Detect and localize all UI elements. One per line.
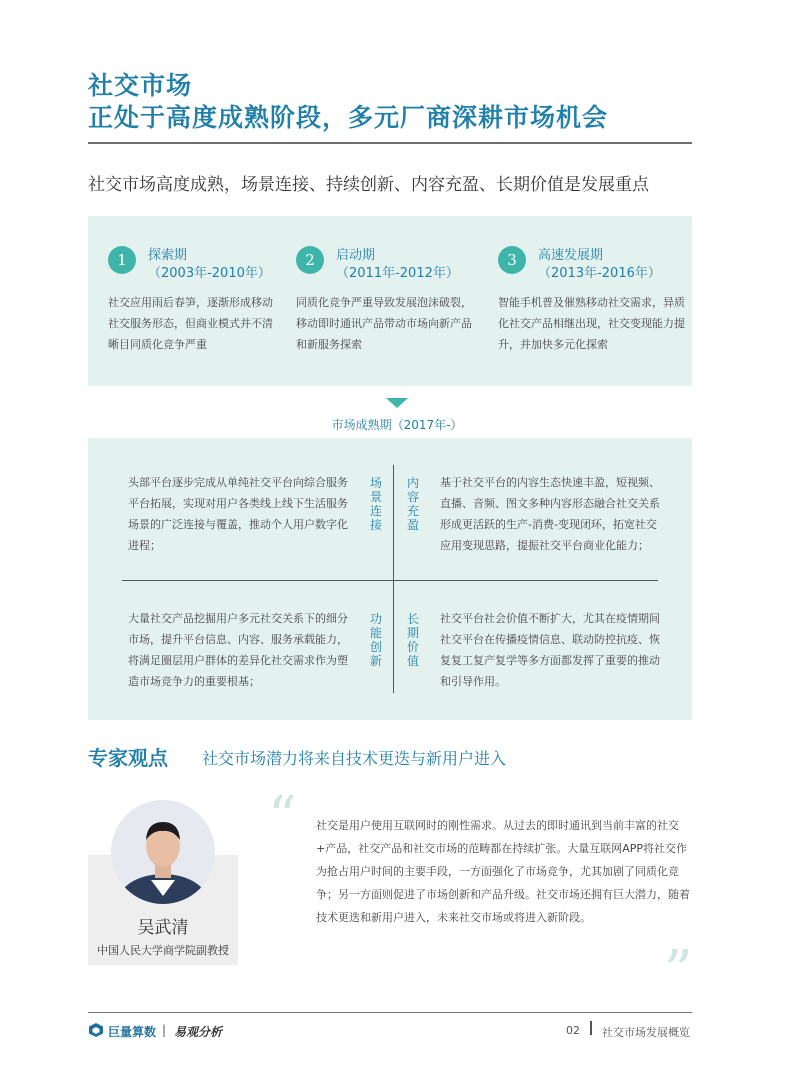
- phase-period: （2013年-2016年）: [538, 266, 661, 281]
- phase-period: （2003年-2010年）: [148, 266, 271, 281]
- title-divider: [88, 142, 692, 144]
- quadrant-vertical-divider: [393, 465, 394, 693]
- phase-panel: [88, 216, 692, 386]
- expert-subheading: 社交市场潜力将来自技术更迭与新用户进入: [202, 749, 507, 768]
- logo-juliang: 巨量算数: [108, 1025, 157, 1039]
- phase-number-badge: 3: [498, 246, 526, 274]
- quadrant-text-scene: 头部平台逐步完成从单纯社交平台向综合服务平台拓展，实现对用户各类线上线下生活服务场景的广泛连接与覆盖，推动个人用户数字化进程；: [128, 476, 348, 552]
- quadrant-label-value: 长期价值: [406, 612, 419, 668]
- quadrant-horizontal-divider: [122, 580, 658, 581]
- phase-name: 高速发展期: [538, 248, 604, 263]
- expert-avatar: [111, 800, 215, 904]
- page-subtitle: 社交市场高度成熟，场景连接、持续创新、内容充盈、长期价值是发展重点: [88, 175, 649, 195]
- phase-name: 启动期: [336, 248, 376, 263]
- phase-description: 社交应用雨后春笋，逐渐形成移动社交服务形态，但商业模式并不清晰目同质化竞争严重: [108, 296, 273, 351]
- quadrant-text-value: 社交平台社会价值不断扩大，尤其在疫情期间社交平台在传播疫情信息、联动防控抗疫、恢复复工复产复学等多方面都发挥了重要的推动和引导作用。: [440, 612, 660, 688]
- page-number: 02: [566, 1024, 580, 1037]
- page-title-line2: 正处于高度成熟阶段，多元厂商深耕市场机会: [88, 103, 609, 132]
- down-arrow-icon: [386, 398, 408, 408]
- phase-description: 同质化竞争严重导致发展泡沫破裂，移动即时通讯产品带动市场向新产品和新服务探索: [296, 296, 472, 351]
- footer-section-label: 社交市场发展概览: [602, 1026, 690, 1039]
- expert-heading: 专家观点: [88, 746, 168, 770]
- phase-description: 智能手机普及催熟移动社交需求，异质化社交产品相继出现，社交变现能力提升，并加快多元化探索: [498, 296, 685, 351]
- phase-number-badge: 2: [296, 246, 324, 274]
- expert-quote: 社交是用户使用互联网时的刚性需求。从过去的即时通讯到当前丰富的社交+产品，社交产品和社交市场的范畴都在持续扩张。大量互联网APP将社交作为抢占用户时间的主要手段，一方面强化了市场竞争，尤其加剧了同质化竞争；另一方面则促进了市场创新和产品升级。社交市场还拥有巨大潜力，随着技术更迭和新用户进入，未来社交市场或将进入新阶段。: [316, 819, 690, 924]
- quadrant-label-content: 内容充盈: [406, 476, 419, 532]
- quadrant-label-function: 功能创新: [369, 612, 382, 668]
- phase-period: （2011年-2012年）: [336, 266, 459, 281]
- person-icon: [111, 800, 215, 904]
- phase-name: 探索期: [148, 248, 188, 263]
- logo-analysys: 易观分析: [174, 1025, 223, 1039]
- quadrant-text-content: 基于社交平台的内容生态快速丰盈，短视频、直播、音频、图文多种内容形态融合社交关系形成更活跃的生产-消费-变现闭环，拓宽社交应用变现思路，提振社交平台商业化能力；: [440, 476, 660, 552]
- page-separator: [590, 1021, 592, 1035]
- expert-role: 中国人民大学商学院副教授: [97, 944, 229, 957]
- open-quote-icon: “: [268, 785, 297, 850]
- quadrant-label-scene: 场景连接: [369, 476, 382, 532]
- mature-stage-title: 市场成熟期（2017年-）: [331, 418, 463, 432]
- juliang-logo-icon: [88, 1022, 104, 1038]
- expert-name: 吴武清: [137, 918, 189, 938]
- quadrant-text-function: 大量社交产品挖掘用户多元社交关系下的细分市场，提升平台信息、内容、服务承载能力，将满足圈层用户群体的差异化社交需求作为塑造市场竞争力的重要根基；: [128, 612, 348, 688]
- page-title-line1: 社交市场: [88, 71, 193, 100]
- footer-divider: [88, 1012, 692, 1013]
- phase-number-badge: 1: [108, 246, 136, 274]
- logo-separator: |: [162, 1023, 167, 1037]
- close-quote-icon: ”: [664, 939, 693, 1004]
